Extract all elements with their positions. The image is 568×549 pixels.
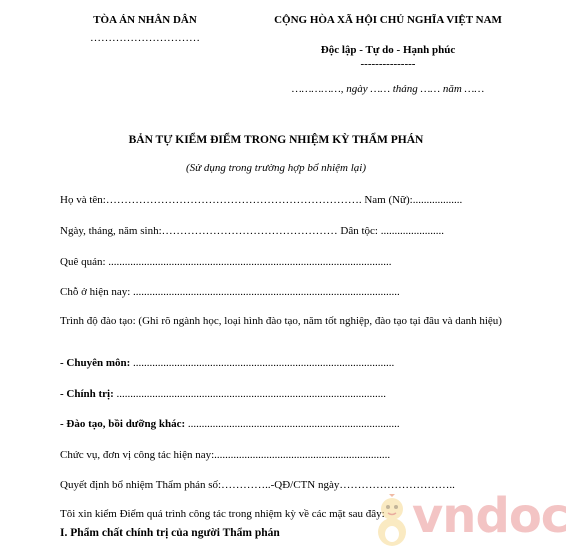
section-heading: I. Phẩm chất chính trị của người Thẩm phán	[60, 527, 280, 539]
field-education: Trình độ đào tạo: (Ghi rõ ngành học, loại hình đào tạo, năm tốt nghiệp, đào tạo tại đâu và danh hiệu)	[60, 315, 502, 327]
court-dots: …………………………	[90, 32, 200, 44]
field-specialty	[60, 357, 394, 369]
motto: Độc lập - Tự do - Hạnh phúc	[320, 44, 456, 56]
court-name: TÒA ÁN NHÂN DÂN	[93, 14, 197, 26]
date-line: ……………, ngày …… tháng …… năm ……	[291, 83, 485, 95]
nation-title: CỘNG HÒA XÃ HỘI CHỦ NGHĨA VIỆT NAM	[274, 14, 502, 26]
field-name: Họ và tên:……………………………………………………………. Nam (Nữ):..................	[60, 194, 463, 206]
field-decision: Quyết định bổ nhiệm Thẩm phán số:…………..-QĐ/CTN ngày…………………………..	[60, 479, 455, 491]
training-dots: .............................................................................	[185, 418, 400, 430]
document-subtitle: (Sử dụng trong trường hợp bổ nhiệm lại)	[185, 162, 367, 174]
field-training	[60, 418, 400, 430]
politics-label: - Chính trị:	[60, 388, 114, 400]
training-label: - Đào tạo, bồi dưỡng khác:	[60, 418, 186, 430]
specialty-dots: ...............................................................................................	[130, 357, 395, 369]
specialty-label: - Chuyên môn:	[60, 357, 131, 369]
field-dob: Ngày, tháng, năm sinh:………………………………………… Dân tộc: .......................	[60, 225, 444, 237]
field-hometown: Quê quán: .......................................................................................................	[60, 256, 392, 268]
motto-underline: ---------------	[360, 58, 416, 70]
watermark	[372, 488, 568, 549]
mascot-icon	[372, 494, 412, 549]
field-position: Chức vụ, đơn vị công tác hiện nay:................................................................	[60, 449, 391, 461]
document-title: BẢN TỰ KIỂM ĐIỂM TRONG NHIỆM KỲ THẨM PHÁN	[128, 134, 424, 146]
intro-line: Tôi xin kiểm Điểm quá trình công tác trong nhiệm kỳ về các mặt sau đây:	[60, 508, 385, 520]
watermark-text: vndoc	[412, 488, 568, 544]
field-politics	[60, 388, 386, 400]
field-residence: Chỗ ở hiện nay: .................................................................................................	[60, 286, 400, 298]
politics-dots: ..................................................................................................	[113, 388, 387, 400]
